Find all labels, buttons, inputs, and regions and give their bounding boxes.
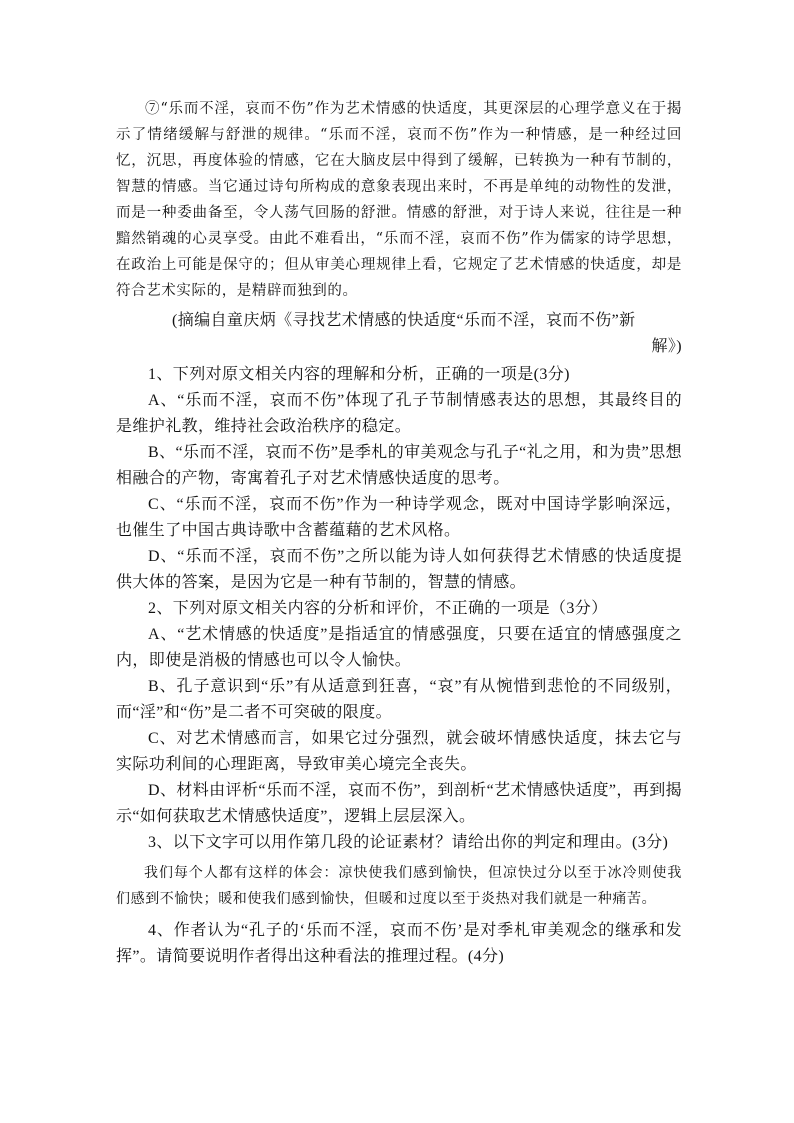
source-citation xyxy=(116,308,682,360)
question-1-option-d: D、“乐而不淫，哀而不伤”之所以能为诗人如何获得艺术情感的快适度提供大体的答案，是因为它是一种有节制的，智慧的情感。 xyxy=(116,548,682,591)
question-3 xyxy=(116,830,682,912)
source-citation-main: (摘编自童庆炳《寻找艺术情感的快适度“乐而不淫，哀而不伤”新 xyxy=(172,312,636,329)
question-1-option-b: B、“乐而不淫，哀而不伤”是季札的审美观念与孔子“礼之用，和为贵”思想相融合的产物，寄寓着孔子对艺术情感快适度的思考。 xyxy=(116,444,682,487)
question-2-option-d: D、材料由评析“乐而不淫，哀而不伤”，到剖析“艺术情感快适度”，再到揭示“如何获取艺术情感快适度”，逻辑上层层深入。 xyxy=(116,782,682,825)
document-page xyxy=(116,96,682,970)
question-1-title: 1、下列对原文相关内容的理解和分析，正确的一项是(3分) xyxy=(148,366,570,383)
question-2-title: 2、下列对原文相关内容的分析和评价，不正确的一项是（3分） xyxy=(148,600,608,617)
question-1 xyxy=(116,362,682,596)
question-1-option-a: A、“乐而不淫，哀而不伤”体现了孔子节制情感表达的思想，其最终目的是维护礼教，维持社会政治秩序的稳定。 xyxy=(116,392,682,435)
question-3-excerpt: 我们每个人都有这样的体会：凉快使我们感到愉快，但凉快过分以至于冰冷则使我们感到不愉快；暖和使我们感到愉快，但暖和过度以至于炎热对我们就是一种痛苦。 xyxy=(116,865,682,907)
source-citation-tail: 解》) xyxy=(651,338,682,355)
question-2-option-b: B、孔子意识到“乐”有从适意到狂喜，“哀”有从惋惜到悲怆的不同级别，而“淫”和“伤”是二者不可突破的限度。 xyxy=(116,678,682,721)
question-4-title: 4、作者认为“孔子的‘乐而不淫，哀而不伤’是对季札审美观念的继承和发挥”。请简要说明作者得出这种看法的推理过程。(4分) xyxy=(116,922,682,965)
article-paragraph-7: ⑦“乐而不淫，哀而不伤”作为艺术情感的快适度，其更深层的心理学意义在于揭示了情绪缓解与舒泄的规律。“乐而不淫，哀而不伤”作为一种情感，是一种经过回忆，沉思，再度体验的情感，它在大脑皮层中得到了缓解，已转换为一种有节制的，智慧的情感。当它通过诗句所构成的意象表现出来时，不再是单纯的动物性的发泄，而是一种委曲备至，令人荡气回肠的舒泄。情感的舒泄，对于诗人来说，往往是一种黯然销魂的心灵享受。由此不难看出，“乐而不淫，哀而不伤”作为儒家的诗学思想，在政治上可能是保守的；但从审美心理规律上看，它规定了艺术情感的快适度，却是符合艺术实际的，是精辟而独到的。 xyxy=(116,101,682,299)
question-4 xyxy=(116,918,682,970)
question-3-title: 3、以下文字可以用作第几段的论证素材？请给出你的判定和理由。(3分) xyxy=(148,834,669,851)
question-2 xyxy=(116,596,682,830)
question-2-option-c: C、对艺术情感而言，如果它过分强烈，就会破坏情感快适度，抹去它与实际功利间的心理距离，导致审美心境完全丧失。 xyxy=(116,730,682,773)
question-1-option-c: C、“乐而不淫，哀而不伤”作为一种诗学观念，既对中国诗学影响深远，也催生了中国古典诗歌中含蓄蕴藉的艺术风格。 xyxy=(116,496,682,539)
question-2-option-a: A、“艺术情感的快适度”是指适宜的情感强度，只要在适宜的情感强度之内，即使是消极的情感也可以令人愉快。 xyxy=(116,626,682,669)
